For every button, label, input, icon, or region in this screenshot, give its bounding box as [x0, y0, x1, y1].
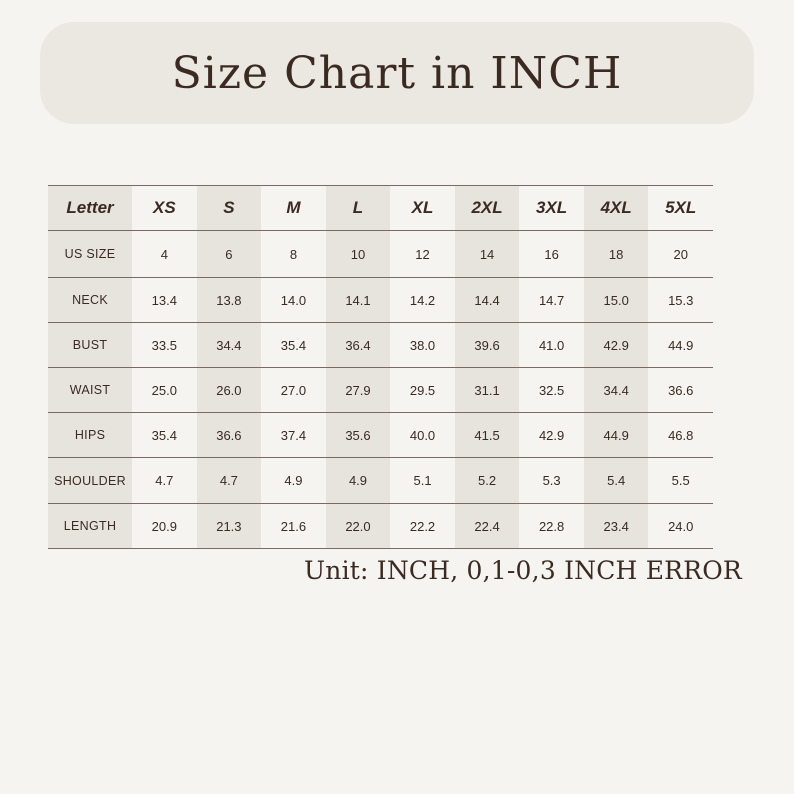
table-cell: 4.9 — [261, 458, 326, 504]
table-cell: 22.4 — [455, 504, 520, 549]
table-cell: 26.0 — [197, 368, 262, 413]
table-cell: 20.9 — [132, 504, 197, 549]
header-cell: XS — [132, 186, 197, 231]
table-header-row — [48, 186, 713, 231]
table-cell: 24.0 — [648, 504, 713, 549]
table-cell: 14.0 — [261, 278, 326, 323]
table-cell: 27.0 — [261, 368, 326, 413]
row-label: BUST — [48, 323, 132, 368]
size-chart-table — [48, 185, 713, 549]
header-cell: 5XL — [648, 186, 713, 231]
table-cell: 40.0 — [390, 413, 455, 458]
table-row — [48, 323, 713, 368]
row-label: US SIZE — [48, 231, 132, 278]
table-cell: 32.5 — [519, 368, 584, 413]
table-cell: 29.5 — [390, 368, 455, 413]
table-cell: 25.0 — [132, 368, 197, 413]
table-cell: 15.3 — [648, 278, 713, 323]
table-cell: 35.4 — [261, 323, 326, 368]
table-cell: 8 — [261, 231, 326, 278]
table-cell: 36.6 — [648, 368, 713, 413]
table-cell: 44.9 — [584, 413, 649, 458]
header-cell: S — [197, 186, 262, 231]
header-cell: M — [261, 186, 326, 231]
table-cell: 39.6 — [455, 323, 520, 368]
table-cell: 5.3 — [519, 458, 584, 504]
table-row — [48, 504, 713, 549]
table-cell: 34.4 — [197, 323, 262, 368]
table-cell: 22.8 — [519, 504, 584, 549]
unit-note: Unit: INCH, 0,1-0,3 INCH ERROR — [304, 556, 742, 585]
table-cell: 22.2 — [390, 504, 455, 549]
header-cell: Letter — [48, 186, 132, 231]
header-cell: XL — [390, 186, 455, 231]
table-body — [48, 231, 713, 549]
row-label: WAIST — [48, 368, 132, 413]
table-cell: 42.9 — [584, 323, 649, 368]
table-cell: 14.7 — [519, 278, 584, 323]
table-cell: 14.1 — [326, 278, 391, 323]
header-cell: 4XL — [584, 186, 649, 231]
table-cell: 36.4 — [326, 323, 391, 368]
table-cell: 5.5 — [648, 458, 713, 504]
page-title: Size Chart in INCH — [171, 47, 623, 99]
table-cell: 5.2 — [455, 458, 520, 504]
table-cell: 44.9 — [648, 323, 713, 368]
row-label: LENGTH — [48, 504, 132, 549]
header-cell: L — [326, 186, 391, 231]
table-cell: 4.7 — [132, 458, 197, 504]
table-row — [48, 458, 713, 504]
table-row — [48, 231, 713, 278]
table-cell: 15.0 — [584, 278, 649, 323]
table-cell: 37.4 — [261, 413, 326, 458]
table-cell: 31.1 — [455, 368, 520, 413]
table-cell: 14.2 — [390, 278, 455, 323]
table-cell: 6 — [197, 231, 262, 278]
table-cell: 33.5 — [132, 323, 197, 368]
table-cell: 13.8 — [197, 278, 262, 323]
table-cell: 4.7 — [197, 458, 262, 504]
table-cell: 14.4 — [455, 278, 520, 323]
table-cell: 22.0 — [326, 504, 391, 549]
table-cell: 34.4 — [584, 368, 649, 413]
header-cell: 2XL — [455, 186, 520, 231]
table-cell: 35.6 — [326, 413, 391, 458]
table-cell: 5.4 — [584, 458, 649, 504]
table-row — [48, 368, 713, 413]
table-cell: 21.3 — [197, 504, 262, 549]
table-cell: 14 — [455, 231, 520, 278]
table-cell: 41.0 — [519, 323, 584, 368]
table-cell: 42.9 — [519, 413, 584, 458]
table-cell: 20 — [648, 231, 713, 278]
table-cell: 38.0 — [390, 323, 455, 368]
table-cell: 5.1 — [390, 458, 455, 504]
table-cell: 4 — [132, 231, 197, 278]
table-row — [48, 413, 713, 458]
table-row — [48, 278, 713, 323]
row-label: HIPS — [48, 413, 132, 458]
table-cell: 16 — [519, 231, 584, 278]
table-cell: 41.5 — [455, 413, 520, 458]
title-banner — [40, 22, 754, 124]
table-cell: 13.4 — [132, 278, 197, 323]
table-cell: 12 — [390, 231, 455, 278]
table-cell: 10 — [326, 231, 391, 278]
row-label: SHOULDER — [48, 458, 132, 504]
table-cell: 36.6 — [197, 413, 262, 458]
table-cell: 18 — [584, 231, 649, 278]
table-cell: 4.9 — [326, 458, 391, 504]
table-cell: 27.9 — [326, 368, 391, 413]
table-cell: 35.4 — [132, 413, 197, 458]
table-cell: 21.6 — [261, 504, 326, 549]
table-cell: 23.4 — [584, 504, 649, 549]
header-cell: 3XL — [519, 186, 584, 231]
table-cell: 46.8 — [648, 413, 713, 458]
row-label: NECK — [48, 278, 132, 323]
